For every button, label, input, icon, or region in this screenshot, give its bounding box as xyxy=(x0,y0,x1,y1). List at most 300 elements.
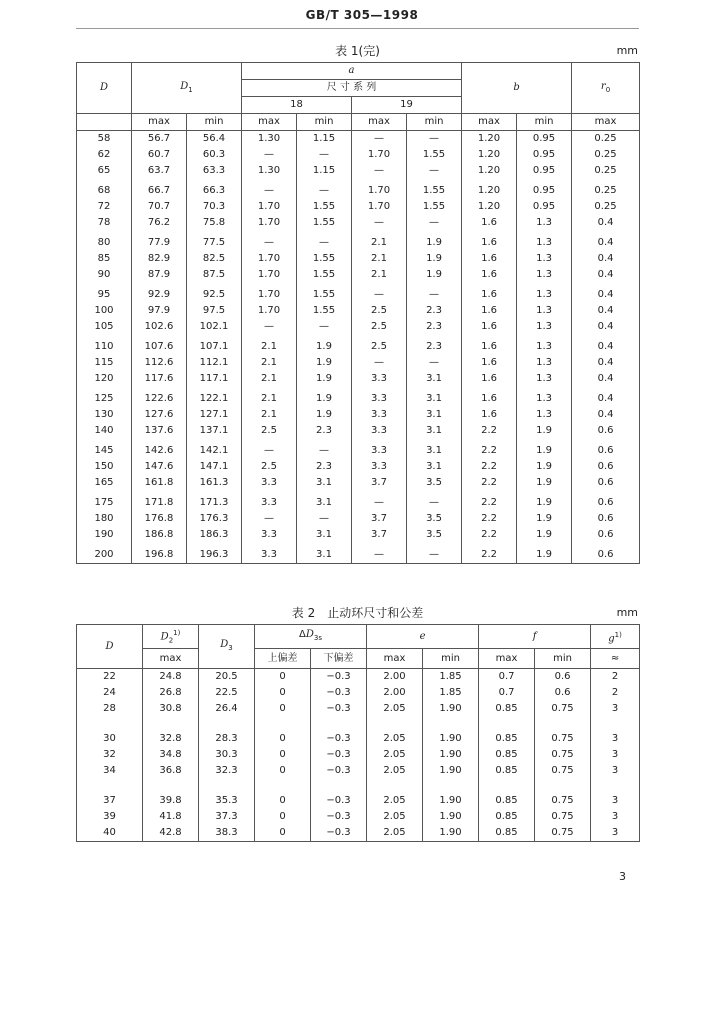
table-cell: 175 xyxy=(77,491,132,511)
table-cell: 2.00 xyxy=(367,669,423,686)
table-cell: 0 xyxy=(255,685,311,701)
table-cell: 107.6 xyxy=(132,335,187,355)
table1-header-min: min xyxy=(187,114,242,131)
table-cell: 1.20 xyxy=(462,131,517,148)
table-cell: 75.8 xyxy=(187,215,242,231)
table-cell: 180 xyxy=(77,511,132,527)
table-cell: 1.90 xyxy=(423,747,479,763)
table-cell: 0.6 xyxy=(572,439,640,459)
table-cell: 2.1 xyxy=(242,355,297,371)
table-cell: 1.70 xyxy=(352,199,407,215)
table-cell: 1.70 xyxy=(352,147,407,163)
table-cell: −0.3 xyxy=(311,747,367,763)
table-cell: 2.05 xyxy=(367,793,423,809)
table-cell: 39.8 xyxy=(143,793,199,809)
table2-body xyxy=(77,669,640,842)
table-cell: 145 xyxy=(77,439,132,459)
table-cell: 1.70 xyxy=(242,215,297,231)
table-cell: 1.20 xyxy=(462,147,517,163)
table-cell: 92.9 xyxy=(132,283,187,303)
table-cell: 3.3 xyxy=(352,459,407,475)
table-cell: 2.2 xyxy=(462,475,517,491)
row-group-spacer xyxy=(77,717,640,731)
table1-header-max: max xyxy=(572,114,640,131)
table-cell: 0 xyxy=(255,793,311,809)
table-cell: — xyxy=(297,231,352,251)
table-cell: 2.3 xyxy=(297,423,352,439)
table-row xyxy=(77,231,640,251)
table-cell: 1.90 xyxy=(423,763,479,779)
table-cell: 3.1 xyxy=(297,543,352,564)
table-cell: — xyxy=(242,511,297,527)
table-cell: 3.7 xyxy=(352,475,407,491)
table-cell: 1.3 xyxy=(517,371,572,387)
table-cell: 1.9 xyxy=(517,527,572,543)
table-row xyxy=(77,371,640,387)
table-cell: 100 xyxy=(77,303,132,319)
table1-header-min: min xyxy=(407,114,462,131)
table-cell: 130 xyxy=(77,407,132,423)
table-cell: 3 xyxy=(591,701,640,717)
table-cell: — xyxy=(407,283,462,303)
table-cell: 66.3 xyxy=(187,179,242,199)
table-cell: 2.1 xyxy=(352,267,407,283)
table-cell: 76.2 xyxy=(132,215,187,231)
table-cell: 2.05 xyxy=(367,701,423,717)
table-cell: 3.1 xyxy=(407,423,462,439)
table-cell: 2 xyxy=(591,669,640,686)
table-cell: 2.3 xyxy=(297,459,352,475)
table-cell: 0.85 xyxy=(479,747,535,763)
table-cell: 186.3 xyxy=(187,527,242,543)
table-cell: 1.3 xyxy=(517,355,572,371)
table-cell: 2 xyxy=(591,685,640,701)
table-cell: 1.3 xyxy=(517,283,572,303)
table-cell: 1.70 xyxy=(352,179,407,199)
table-cell: 0.4 xyxy=(572,283,640,303)
table-cell: 0.95 xyxy=(517,199,572,215)
table-cell: 0.75 xyxy=(535,809,591,825)
table1-header-d: D xyxy=(77,63,132,114)
table-cell: 3.1 xyxy=(407,407,462,423)
standard-header: GB/T 305—1998 xyxy=(305,8,419,22)
table-cell: 0.85 xyxy=(479,825,535,842)
table-cell: 0.4 xyxy=(572,319,640,335)
table1-body xyxy=(77,131,640,564)
table-cell: 1.9 xyxy=(407,251,462,267)
table-cell: 0.6 xyxy=(572,491,640,511)
table-cell: 0.4 xyxy=(572,387,640,407)
table-cell: 1.70 xyxy=(242,303,297,319)
table-cell: 1.70 xyxy=(242,283,297,303)
table-cell: — xyxy=(352,283,407,303)
table-cell: 26.4 xyxy=(199,701,255,717)
table-cell: 3.1 xyxy=(297,527,352,543)
table-cell: 1.6 xyxy=(462,267,517,283)
table-cell: 30 xyxy=(77,731,143,747)
table1-header-r0: $r_0$ xyxy=(572,63,640,114)
table-cell: 0.85 xyxy=(479,731,535,747)
table-cell: 1.3 xyxy=(517,335,572,355)
table-cell: 78 xyxy=(77,215,132,231)
table-cell: 0.4 xyxy=(572,251,640,267)
table-cell: — xyxy=(297,319,352,335)
table-cell: 0.25 xyxy=(572,199,640,215)
table2-title: 表 2 止动环尺寸和公差 xyxy=(291,606,424,620)
table2-header-max: max xyxy=(367,649,423,669)
table-cell: 161.8 xyxy=(132,475,187,491)
table-cell: 3.3 xyxy=(352,371,407,387)
table-cell: 2.1 xyxy=(242,371,297,387)
table-cell: 1.30 xyxy=(242,131,297,148)
table1-header-max: max xyxy=(132,114,187,131)
table-cell: −0.3 xyxy=(311,669,367,686)
page-number: 3 xyxy=(619,870,626,883)
table-cell: — xyxy=(242,319,297,335)
table-row xyxy=(77,131,640,148)
table-cell: 1.6 xyxy=(462,231,517,251)
table-cell: 34.8 xyxy=(143,747,199,763)
table-cell: 95 xyxy=(77,283,132,303)
table-row xyxy=(77,267,640,283)
table-cell: 122.1 xyxy=(187,387,242,407)
table-cell: 110 xyxy=(77,335,132,355)
table-cell: — xyxy=(352,215,407,231)
table-cell: 32.3 xyxy=(199,763,255,779)
table-row xyxy=(77,731,640,747)
table-cell: — xyxy=(242,179,297,199)
table-cell: 120 xyxy=(77,371,132,387)
table2-header-lower-deviation: 下偏差 xyxy=(311,649,367,669)
table-cell: 115 xyxy=(77,355,132,371)
table2-header-min: min xyxy=(423,649,479,669)
table2 xyxy=(76,624,640,842)
table-cell: 125 xyxy=(77,387,132,407)
table-cell: 1.20 xyxy=(462,199,517,215)
table2-header-max: max xyxy=(479,649,535,669)
table-cell: 2.2 xyxy=(462,423,517,439)
table-cell: 1.20 xyxy=(462,163,517,179)
table-row xyxy=(77,163,640,179)
table1-title: 表 1(完) xyxy=(335,44,380,58)
table-row xyxy=(77,701,640,717)
table1-header-series-18: 18 xyxy=(242,97,352,114)
table-cell: 1.70 xyxy=(242,267,297,283)
table-cell: 56.7 xyxy=(132,131,187,148)
table1-header-min: min xyxy=(297,114,352,131)
table1-header-blank xyxy=(77,114,132,131)
table-cell: — xyxy=(297,439,352,459)
table-cell: 34 xyxy=(77,763,143,779)
table-cell: −0.3 xyxy=(311,701,367,717)
table-cell: 147.6 xyxy=(132,459,187,475)
table-cell: 2.00 xyxy=(367,685,423,701)
table-cell: 97.5 xyxy=(187,303,242,319)
table-cell: 1.9 xyxy=(517,423,572,439)
table-cell: 63.7 xyxy=(132,163,187,179)
table-cell: — xyxy=(352,163,407,179)
table-cell: 2.05 xyxy=(367,763,423,779)
table-cell: 0.7 xyxy=(479,669,535,686)
table-cell: 1.3 xyxy=(517,407,572,423)
table-cell: 1.90 xyxy=(423,825,479,842)
table-cell: 0.4 xyxy=(572,303,640,319)
table-cell: 1.90 xyxy=(423,701,479,717)
table-cell: 0.4 xyxy=(572,407,640,423)
table-cell: 0.25 xyxy=(572,131,640,148)
table-cell: 1.9 xyxy=(517,491,572,511)
table-cell: 0.95 xyxy=(517,147,572,163)
table-cell: 39 xyxy=(77,809,143,825)
table-cell: 0.25 xyxy=(572,147,640,163)
table-cell: 3 xyxy=(591,825,640,842)
table-cell: 2.5 xyxy=(352,335,407,355)
table-cell: 1.9 xyxy=(407,267,462,283)
table-cell: 176.3 xyxy=(187,511,242,527)
table-cell: — xyxy=(407,355,462,371)
table-cell: 2.2 xyxy=(462,439,517,459)
table-row xyxy=(77,283,640,303)
table-cell: 0.25 xyxy=(572,179,640,199)
table-cell: −0.3 xyxy=(311,809,367,825)
table-cell: 24.8 xyxy=(143,669,199,686)
table1-header-series-19: 19 xyxy=(352,97,462,114)
table-cell: 0.75 xyxy=(535,825,591,842)
table-cell: −0.3 xyxy=(311,825,367,842)
table-row xyxy=(77,407,640,423)
table-cell: 0 xyxy=(255,825,311,842)
table-cell: — xyxy=(297,147,352,163)
table-cell: 2.2 xyxy=(462,543,517,564)
table-cell: 107.1 xyxy=(187,335,242,355)
table-cell: 1.9 xyxy=(517,475,572,491)
table2-header-approx: ≈ xyxy=(591,649,640,669)
table-cell: 1.15 xyxy=(297,163,352,179)
table-cell: 0.6 xyxy=(572,423,640,439)
table-cell: 0.6 xyxy=(572,459,640,475)
table-cell: 30.8 xyxy=(143,701,199,717)
table2-header-max: max xyxy=(143,649,199,669)
table2-header-d3: $D_3$ xyxy=(199,625,255,669)
table-cell: 0.75 xyxy=(535,793,591,809)
table1-header-d1: $D_1$ xyxy=(132,63,242,114)
table-cell: 2.05 xyxy=(367,747,423,763)
table-cell: 2.1 xyxy=(242,407,297,423)
table-cell: — xyxy=(242,231,297,251)
table-cell: 1.55 xyxy=(297,199,352,215)
table-row xyxy=(77,491,640,511)
table-cell: 92.5 xyxy=(187,283,242,303)
table-cell: 0.75 xyxy=(535,763,591,779)
table-cell: 3.1 xyxy=(407,371,462,387)
header-rule xyxy=(76,28,639,29)
table-cell: 2.5 xyxy=(352,319,407,335)
table-cell: 1.6 xyxy=(462,251,517,267)
table-cell: −0.3 xyxy=(311,731,367,747)
table-cell: 66.7 xyxy=(132,179,187,199)
table1-header-b: b xyxy=(462,63,572,114)
table-cell: 3.7 xyxy=(352,511,407,527)
table-cell: 85 xyxy=(77,251,132,267)
table2-unit: mm xyxy=(616,606,638,619)
table-cell: — xyxy=(407,163,462,179)
table-cell: 1.55 xyxy=(297,283,352,303)
table-cell: 97.9 xyxy=(132,303,187,319)
table-cell: 3.1 xyxy=(407,439,462,459)
table-cell: 117.6 xyxy=(132,371,187,387)
table-cell: 0.75 xyxy=(535,731,591,747)
table-cell: 171.3 xyxy=(187,491,242,511)
table-cell: 77.5 xyxy=(187,231,242,251)
table-cell: 3.3 xyxy=(352,439,407,459)
table-cell: 2.1 xyxy=(242,335,297,355)
table-cell: 1.6 xyxy=(462,283,517,303)
table-cell: 38.3 xyxy=(199,825,255,842)
table-cell: 3 xyxy=(591,793,640,809)
table-cell: 2.05 xyxy=(367,809,423,825)
table-cell: 1.9 xyxy=(297,335,352,355)
table-cell: 28.3 xyxy=(199,731,255,747)
table-cell: 0.75 xyxy=(535,747,591,763)
table-cell: 87.5 xyxy=(187,267,242,283)
table-cell: 0 xyxy=(255,701,311,717)
table-cell: 112.6 xyxy=(132,355,187,371)
table-cell: — xyxy=(407,543,462,564)
table-cell: 200 xyxy=(77,543,132,564)
table2-header-min: min xyxy=(535,649,591,669)
table-cell: — xyxy=(297,179,352,199)
table-cell: — xyxy=(407,491,462,511)
table-cell: 3.3 xyxy=(352,423,407,439)
table-row xyxy=(77,179,640,199)
table-cell: 171.8 xyxy=(132,491,187,511)
table-cell: 2.5 xyxy=(352,303,407,319)
table2-header-e: e xyxy=(367,625,479,649)
table-cell: 0.85 xyxy=(479,809,535,825)
table-cell: 3.3 xyxy=(352,387,407,407)
table-cell: 0.95 xyxy=(517,131,572,148)
table-cell: 1.9 xyxy=(297,371,352,387)
table-cell: 90 xyxy=(77,267,132,283)
table-cell: 1.9 xyxy=(517,439,572,459)
table-row xyxy=(77,355,640,371)
table-cell: 3.3 xyxy=(352,407,407,423)
table-cell: 1.90 xyxy=(423,793,479,809)
table-cell: 82.5 xyxy=(187,251,242,267)
table-row xyxy=(77,527,640,543)
table-cell: 176.8 xyxy=(132,511,187,527)
table-cell: 3 xyxy=(591,809,640,825)
table-cell: — xyxy=(352,543,407,564)
table-row xyxy=(77,251,640,267)
table-cell: 1.90 xyxy=(423,731,479,747)
table-cell: 2.2 xyxy=(462,527,517,543)
table-cell: — xyxy=(352,131,407,148)
table-cell: 37.3 xyxy=(199,809,255,825)
table-cell: 28 xyxy=(77,701,143,717)
table-cell: 0.95 xyxy=(517,163,572,179)
table-cell: 42.8 xyxy=(143,825,199,842)
table-row xyxy=(77,439,640,459)
table-cell: 1.6 xyxy=(462,303,517,319)
table1-header-max: max xyxy=(462,114,517,131)
table-cell: 1.55 xyxy=(297,251,352,267)
table-row xyxy=(77,319,640,335)
table-cell: 1.9 xyxy=(297,387,352,407)
table-cell: 1.55 xyxy=(297,215,352,231)
table-cell: 147.1 xyxy=(187,459,242,475)
table-cell: 1.9 xyxy=(517,543,572,564)
table-cell: 3.5 xyxy=(407,475,462,491)
table-row xyxy=(77,511,640,527)
table-cell: — xyxy=(242,439,297,459)
table-cell: 0 xyxy=(255,763,311,779)
table-cell: 0 xyxy=(255,669,311,686)
table-cell: 0.4 xyxy=(572,267,640,283)
table-row xyxy=(77,809,640,825)
table-cell: 0.4 xyxy=(572,355,640,371)
table-cell: 2.2 xyxy=(462,491,517,511)
table-cell: 102.1 xyxy=(187,319,242,335)
table-row xyxy=(77,685,640,701)
table-cell: 1.15 xyxy=(297,131,352,148)
table-cell: 41.8 xyxy=(143,809,199,825)
row-group-spacer xyxy=(77,779,640,793)
table-cell: 1.85 xyxy=(423,669,479,686)
table-cell: 0.25 xyxy=(572,163,640,179)
table-cell: 1.3 xyxy=(517,215,572,231)
table-cell: 32 xyxy=(77,747,143,763)
table-cell: 1.6 xyxy=(462,335,517,355)
table-cell: 65 xyxy=(77,163,132,179)
table-cell: 2.1 xyxy=(242,387,297,407)
table-cell: 1.55 xyxy=(407,199,462,215)
table-cell: 2.3 xyxy=(407,303,462,319)
table-cell: 3.1 xyxy=(407,387,462,407)
table-cell: 3 xyxy=(591,747,640,763)
table-cell: 127.1 xyxy=(187,407,242,423)
table-cell: 0.6 xyxy=(535,685,591,701)
table1 xyxy=(76,62,640,564)
table-cell: 1.55 xyxy=(407,179,462,199)
table-cell: 0 xyxy=(255,747,311,763)
table-cell: −0.3 xyxy=(311,793,367,809)
table-cell: 2.05 xyxy=(367,825,423,842)
table-cell: 1.9 xyxy=(407,231,462,251)
table1-header-max: max xyxy=(242,114,297,131)
table-cell: 102.6 xyxy=(132,319,187,335)
table-cell: −0.3 xyxy=(311,685,367,701)
table-cell: 24 xyxy=(77,685,143,701)
table-cell: 2.5 xyxy=(242,459,297,475)
table-cell: 0.6 xyxy=(572,511,640,527)
table-row xyxy=(77,763,640,779)
table-cell: 40 xyxy=(77,825,143,842)
table-cell: 63.3 xyxy=(187,163,242,179)
table-cell: 1.85 xyxy=(423,685,479,701)
table-cell: 2.2 xyxy=(462,459,517,475)
table-cell: 3.7 xyxy=(352,527,407,543)
table-row xyxy=(77,543,640,564)
table-cell: 2.3 xyxy=(407,335,462,355)
table-row xyxy=(77,793,640,809)
table1-header-a: a xyxy=(242,63,462,80)
table-cell: 56.4 xyxy=(187,131,242,148)
table-cell: 1.9 xyxy=(297,407,352,423)
table-cell: 32.8 xyxy=(143,731,199,747)
table-cell: 3 xyxy=(591,763,640,779)
table-cell: 1.3 xyxy=(517,303,572,319)
